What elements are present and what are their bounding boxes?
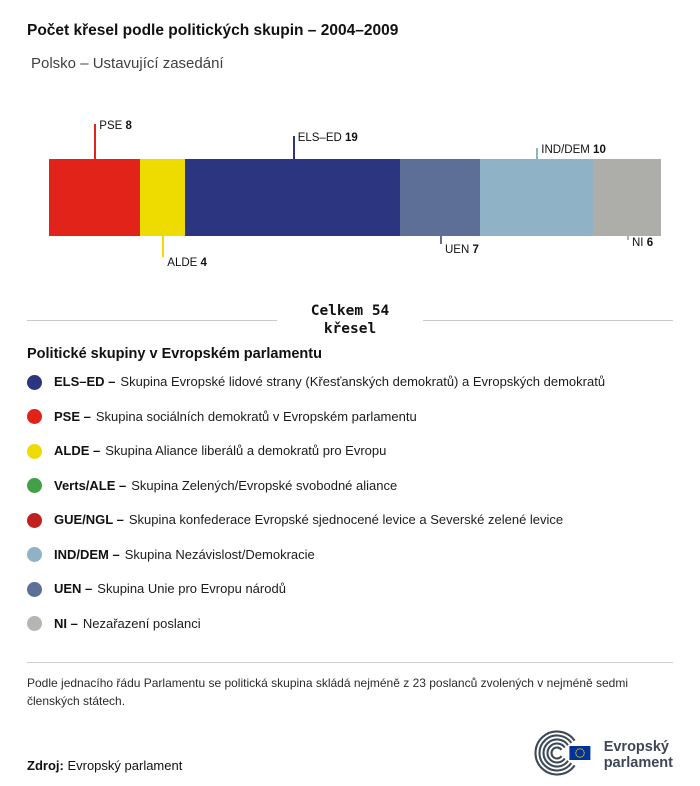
source-value: Evropský parlament [67, 757, 183, 773]
source-line [27, 758, 182, 781]
legend-item-pse [27, 409, 673, 425]
seat-bar [49, 159, 661, 236]
bar-segment-els-ed [185, 159, 400, 236]
legend-item-ind-dem [27, 547, 673, 563]
legend-heading: Politické skupiny v Evropském parlamentu [27, 346, 322, 363]
page-title: Počet křesel podle politických skupin – 2004–2009 [27, 22, 399, 39]
legend-group-desc: Nezařazení poslanci [82, 615, 201, 631]
ep-logo-text-line1: Evropský [603, 738, 669, 755]
ep-logo-text-line2: parlament [603, 755, 673, 772]
legend-item-verts-ale [27, 478, 673, 494]
callout-line-pse [94, 124, 96, 161]
bar-label-els-ed: ELS–ED 19 [297, 132, 358, 144]
legend-dot-uen [27, 582, 42, 597]
bar-segment-alde [140, 159, 185, 236]
legend-group-name: ELS–ED – [54, 374, 116, 390]
legend-group-name: GUE/NGL – [54, 512, 124, 528]
total-label [277, 302, 424, 338]
total-label-line1: Celkem 54 [310, 303, 390, 319]
total-callout [27, 302, 673, 338]
legend-group-desc: Skupina konfederace Evropské sjednocené levice a Severské zelené levice [128, 512, 564, 528]
bar-segment-pse [49, 159, 140, 236]
footnote: Podle jednacího řádu Parlamentu se politická skupina skládá nejméně z 23 poslanců zvolených v nejméně sedmi členských státech. [27, 675, 629, 708]
total-rule-left [27, 320, 277, 321]
legend-group-desc: Skupina Zelených/Evropské svobodné aliance [131, 477, 398, 493]
legend-group-desc: Skupina Evropské lidové strany (Křesťanských demokratů) a Evropských demokratů [120, 374, 606, 390]
bar-segment-ind-dem [480, 159, 593, 236]
legend-dot-pse [27, 409, 42, 424]
total-rule-right [423, 320, 673, 321]
legend-group-desc: Skupina Nezávislost/Demokracie [124, 546, 315, 562]
bar-label-pse: PSE 8 [99, 120, 132, 132]
legend-group-name: PSE – [54, 408, 91, 424]
bar-segment-ni [593, 159, 661, 236]
bar-label-ind-dem: IND/DEM 10 [541, 144, 606, 156]
bar-segment-uen [400, 159, 479, 236]
callout-line-els-ed [293, 136, 295, 161]
legend-item-alde [27, 443, 673, 459]
bar-label-uen: UEN 7 [445, 244, 479, 256]
legend-dot-ni [27, 616, 42, 631]
legend-dot-alde [27, 444, 42, 459]
callout-line-uen [440, 236, 442, 244]
legend-dot-gue-ngl [27, 513, 42, 528]
legend-group-name: UEN – [54, 581, 93, 597]
footer [27, 730, 673, 781]
callout-line-alde [162, 236, 164, 257]
ep-logo-text [604, 739, 673, 772]
source-label: Zdroj: [27, 757, 64, 773]
callout-line-ni [627, 236, 629, 240]
legend-list [27, 374, 673, 632]
ep-hemicycle-icon [533, 730, 595, 781]
ep-logo [533, 730, 673, 781]
legend-group-name: ALDE – [54, 443, 101, 459]
total-label-line2: křesel [323, 321, 377, 338]
footnote-divider [27, 662, 673, 663]
legend-item-els-ed [27, 374, 673, 390]
chart-area [49, 116, 661, 288]
legend-item-uen [27, 581, 673, 597]
legend-dot-els-ed [27, 375, 42, 390]
bar-label-ni: NI 6 [632, 237, 654, 249]
legend-item-ni [27, 616, 673, 632]
legend-group-name: NI – [54, 615, 78, 631]
callout-line-ind-dem [536, 148, 538, 161]
bar-label-alde: ALDE 4 [167, 257, 207, 269]
page-subtitle: Polsko – Ustavující zasedání [31, 55, 224, 72]
legend-dot-verts-ale [27, 478, 42, 493]
legend-group-name: Verts/ALE – [54, 477, 127, 493]
legend-group-desc: Skupina sociálních demokratů v Evropském parlamentu [95, 408, 417, 424]
legend-group-name: IND/DEM – [54, 546, 120, 562]
legend-group-desc: Skupina Unie pro Evropu národů [97, 581, 286, 597]
legend-dot-ind-dem [27, 547, 42, 562]
legend-group-desc: Skupina Aliance liberálů a demokratů pro Evropu [105, 443, 387, 459]
legend-item-gue-ngl [27, 512, 673, 528]
